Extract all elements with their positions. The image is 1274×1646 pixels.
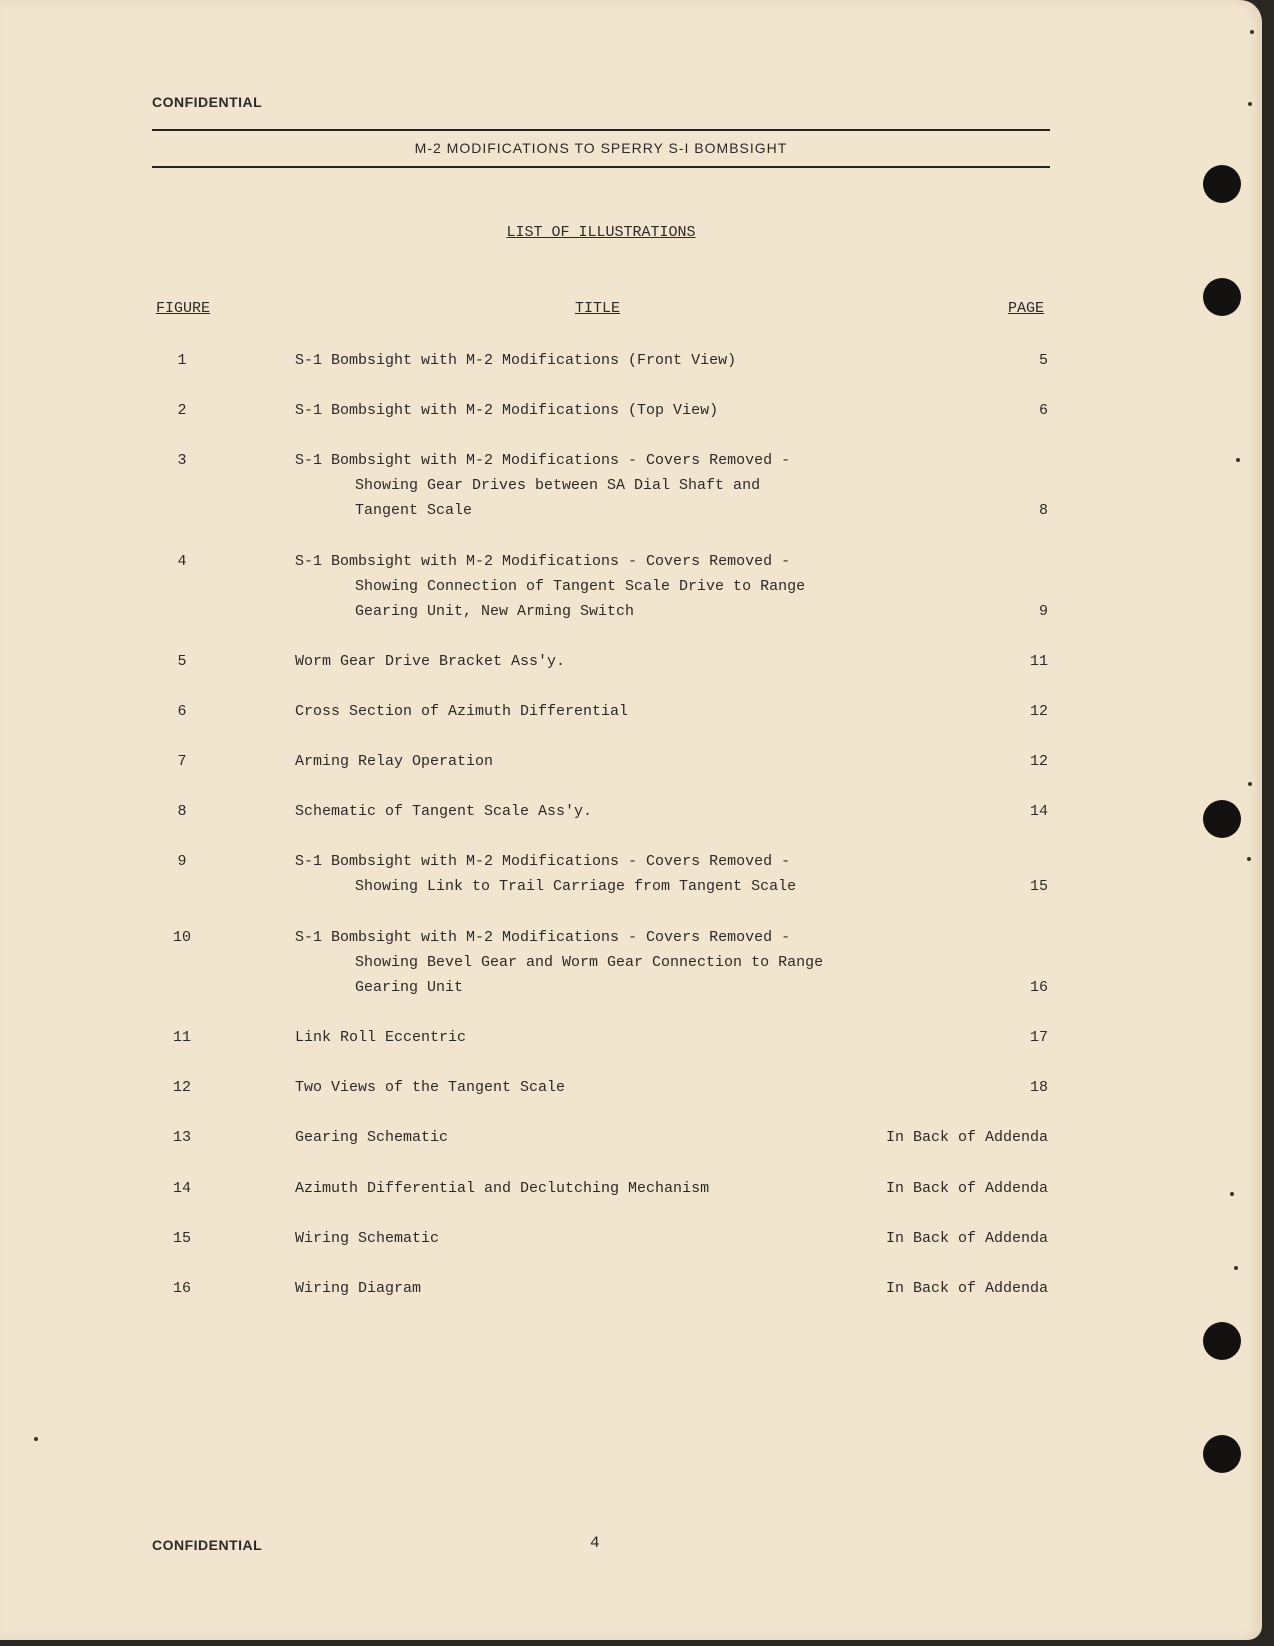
- figure-number: 8: [177, 803, 187, 820]
- figure-title-line: Azimuth Differential and Declutching Mechanism: [295, 1180, 710, 1197]
- figure-title-line: Showing Gear Drives between SA Dial Shaft and: [355, 477, 761, 494]
- figure-title-line: Gearing Schematic: [295, 1129, 449, 1146]
- figure-number: 12: [172, 1079, 191, 1096]
- header-rule-top: [152, 129, 1050, 131]
- figure-title: [295, 925, 875, 1000]
- figure-title: [295, 448, 875, 523]
- page-reference: 11: [1029, 653, 1048, 670]
- page-reference: 15: [1029, 878, 1048, 895]
- figure-title-line: Worm Gear Drive Bracket Ass'y.: [295, 653, 566, 670]
- figure-number: 9: [177, 853, 187, 870]
- figure-title: [295, 348, 875, 373]
- figure-title-line: S-1 Bombsight with M-2 Modifications - Covers Removed -: [295, 929, 791, 946]
- page-reference: 16: [1029, 979, 1048, 996]
- page-reference: 17: [1029, 1029, 1048, 1046]
- page-reference: 14: [1029, 803, 1048, 820]
- binder-hole: [1203, 800, 1241, 838]
- figure-title: [295, 1125, 875, 1150]
- binder-hole: [1203, 1435, 1241, 1473]
- figure-title-line: Showing Link to Trail Carriage from Tangent Scale: [355, 878, 797, 895]
- page-reference: In Back of Addenda: [885, 1129, 1048, 1146]
- figure-number: 2: [177, 402, 187, 419]
- figure-title-line: Wiring Schematic: [295, 1230, 440, 1247]
- page-reference: 12: [1029, 753, 1048, 770]
- page-reference: 8: [1038, 502, 1048, 519]
- figure-number: 4: [177, 553, 187, 570]
- figure-title-line: Gearing Unit: [355, 979, 464, 996]
- paper-speck: [1250, 30, 1254, 34]
- page-reference: 9: [1038, 603, 1048, 620]
- figure-title-line: S-1 Bombsight with M-2 Modifications - Covers Removed -: [295, 452, 791, 469]
- figure-title-line: S-1 Bombsight with M-2 Modifications - Covers Removed -: [295, 853, 791, 870]
- binder-hole: [1203, 278, 1241, 316]
- binder-hole: [1203, 165, 1241, 203]
- figure-title-line: S-1 Bombsight with M-2 Modifications - Covers Removed -: [295, 553, 791, 570]
- list-heading: LIST OF ILLUSTRATIONS: [506, 224, 696, 241]
- figure-number: 5: [177, 653, 187, 670]
- figure-number: 7: [177, 753, 187, 770]
- figure-title-line: S-1 Bombsight with M-2 Modifications (Top View): [295, 402, 719, 419]
- paper-speck: [1248, 102, 1252, 106]
- figure-title-line: Tangent Scale: [355, 502, 473, 519]
- figure-title: [295, 1176, 875, 1201]
- column-header-figure: FIGURE: [156, 300, 211, 317]
- figure-title: [295, 799, 875, 824]
- figure-title-line: Schematic of Tangent Scale Ass'y.: [295, 803, 593, 820]
- paper-speck: [1230, 1192, 1234, 1196]
- figure-title: [295, 649, 875, 674]
- page-reference: In Back of Addenda: [885, 1180, 1048, 1197]
- page-reference: In Back of Addenda: [885, 1280, 1048, 1297]
- column-header-page: PAGE: [1007, 300, 1044, 317]
- figure-number: 3: [177, 452, 187, 469]
- figure-title: [295, 849, 875, 899]
- figure-number: 14: [172, 1180, 191, 1197]
- figure-number: 6: [177, 703, 187, 720]
- figure-title-line: Showing Bevel Gear and Worm Gear Connection to Range: [355, 954, 824, 971]
- binder-hole: [1203, 1322, 1241, 1360]
- figure-title-line: Two Views of the Tangent Scale: [295, 1079, 566, 1096]
- figure-title: [295, 1025, 875, 1050]
- page-reference: 12: [1029, 703, 1048, 720]
- paper-speck: [1236, 458, 1240, 462]
- figure-title-line: Showing Connection of Tangent Scale Drive to Range: [355, 578, 806, 595]
- figure-title: [295, 1276, 875, 1301]
- figure-number: 1: [177, 352, 187, 369]
- figure-number: 10: [172, 929, 191, 946]
- page-reference: In Back of Addenda: [885, 1230, 1048, 1247]
- figure-title-line: Arming Relay Operation: [295, 753, 494, 770]
- figure-number: 11: [172, 1029, 191, 1046]
- paper-speck: [34, 1437, 38, 1441]
- figure-title-line: Link Roll Eccentric: [295, 1029, 467, 1046]
- figure-title: [295, 749, 875, 774]
- classification-header: CONFIDENTIAL: [152, 94, 263, 110]
- paper-speck: [1234, 1266, 1238, 1270]
- classification-footer: CONFIDENTIAL: [152, 1537, 263, 1553]
- figure-title-line: S-1 Bombsight with M-2 Modifications (Front View): [295, 352, 737, 369]
- figure-number: 15: [172, 1230, 191, 1247]
- paper-speck: [1247, 857, 1251, 861]
- figure-title-line: Wiring Diagram: [295, 1280, 422, 1297]
- figure-title: [295, 699, 875, 724]
- figure-title: [295, 1226, 875, 1251]
- figure-title: [295, 1075, 875, 1100]
- figure-title: [295, 549, 875, 624]
- figure-title: [295, 398, 875, 423]
- figure-title-line: Gearing Unit, New Arming Switch: [355, 603, 635, 620]
- page-reference: 18: [1029, 1079, 1048, 1096]
- figure-number: 13: [172, 1129, 191, 1146]
- figure-number: 16: [172, 1280, 191, 1297]
- header-rule-bottom: [152, 166, 1050, 168]
- document-title: M-2 MODIFICATIONS TO SPERRY S-I BOMBSIGHT: [414, 140, 788, 156]
- column-header-title: TITLE: [575, 300, 621, 317]
- page-reference: 5: [1038, 352, 1048, 369]
- page-reference: 6: [1038, 402, 1048, 419]
- figure-title-line: Cross Section of Azimuth Differential: [295, 703, 629, 720]
- page-number: 4: [590, 1534, 600, 1552]
- paper-speck: [1248, 782, 1252, 786]
